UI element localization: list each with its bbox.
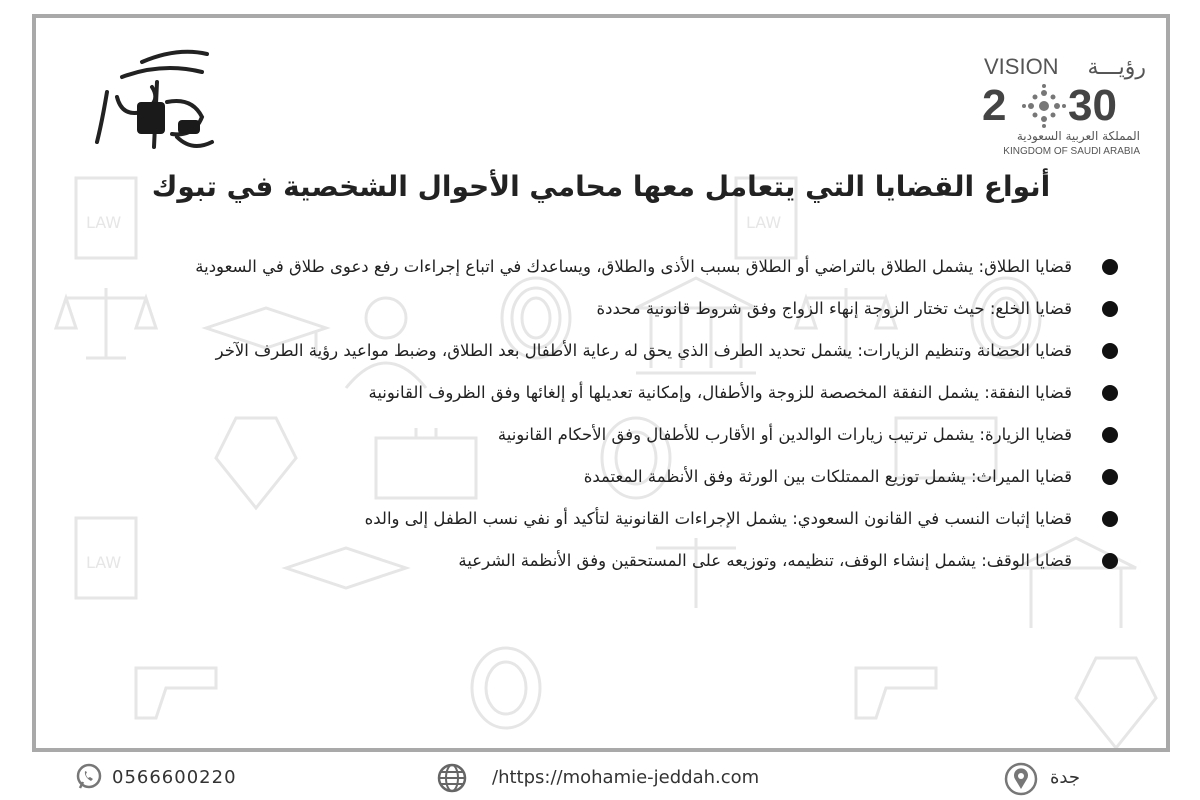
list-item-text: قضايا الوقف: يشمل إنشاء الوقف، تنظيمه، وتوزيعه على المستحقين وفق الأنظمة الشرعية <box>458 551 1072 570</box>
city-label: جدة <box>1050 767 1081 788</box>
whatsapp-icon <box>74 762 104 792</box>
list-item <box>86 246 1136 288</box>
list-item <box>86 456 1136 498</box>
list-item-text: قضايا الحضانة وتنظيم الزيارات: يشمل تحديد الطرف الذي يحق له رعاية الأطفال بعد الطلاق، وضبط مواعيد رؤية الطرف الآخر <box>215 341 1072 360</box>
bullet-dot <box>1102 511 1118 527</box>
bullet-dot <box>1102 301 1118 317</box>
list-item <box>86 498 1136 540</box>
svg-text:LAW: LAW <box>86 213 122 232</box>
page-title: أنواع القضايا التي يتعامل معها محامي الأحوال الشخصية في تبوك <box>151 170 1051 203</box>
ruya-text: رؤيـــة <box>1087 55 1146 80</box>
footer <box>0 756 1200 800</box>
kingdom-english: KINGDOM OF SAUDI ARABIA <box>1003 146 1140 157</box>
calligraphy-logo <box>82 42 224 158</box>
year-digit-2: 2 <box>982 81 1007 130</box>
bullet-dot <box>1102 427 1118 443</box>
list-item <box>86 540 1136 582</box>
kingdom-arabic: المملكة العربية السعودية <box>1016 129 1140 143</box>
document-frame <box>32 14 1170 752</box>
svg-text:LAW: LAW <box>86 553 122 572</box>
list-item-text: قضايا الطلاق: يشمل الطلاق بالتراضي أو الطلاق بسبب الأذى والطلاق، ويساعدك في اتباع إجراءات رفع دعوى طلاق في السعودية <box>195 257 1072 276</box>
list-item <box>86 372 1136 414</box>
vision-2030-mark <box>980 44 1150 164</box>
location-pin-icon <box>1004 762 1038 796</box>
bullet-dot <box>1102 385 1118 401</box>
list-item-text: قضايا النفقة: يشمل النفقة المخصصة للزوجة والأطفال، وإمكانية تعديلها أو إلغائها وفق الظروف القانونية <box>368 383 1072 402</box>
bullet-dot <box>1102 343 1118 359</box>
list-item-text: قضايا إثبات النسب في القانون السعودي: يشمل الإجراءات القانونية لتأكيد أو نفي نسب الطفل إلى والده <box>364 509 1072 528</box>
calligraphy-logo-mark <box>82 42 224 158</box>
emblem-icon <box>1022 84 1066 128</box>
case-types-list <box>86 246 1136 582</box>
list-item <box>86 330 1136 372</box>
list-item-text: قضايا الزيارة: يشمل ترتيب زيارات الوالدين أو الأقارب للأطفال وفق الأحكام القانونية <box>497 425 1072 444</box>
list-item <box>86 414 1136 456</box>
bullet-dot <box>1102 469 1118 485</box>
list-item <box>86 288 1136 330</box>
globe-icon <box>436 762 468 794</box>
year-digits-30: 30 <box>1068 81 1117 130</box>
list-item-text: قضايا الميراث: يشمل توزيع الممتلكات بين الورثة وفق الأنظمة المعتمدة <box>583 467 1072 486</box>
phone-number[interactable]: 0566600220 <box>112 767 237 788</box>
vision-text: VISION <box>984 54 1059 79</box>
website-link[interactable]: /https://mohamie-jeddah.com <box>492 767 760 788</box>
bullet-dot <box>1102 259 1118 275</box>
bullet-dot <box>1102 553 1118 569</box>
vision-2030-logo <box>980 44 1150 164</box>
list-item-text: قضايا الخلع: حيث تختار الزوجة إنهاء الزواج وفق شروط قانونية محددة <box>596 299 1072 318</box>
svg-text:LAW: LAW <box>746 213 782 232</box>
